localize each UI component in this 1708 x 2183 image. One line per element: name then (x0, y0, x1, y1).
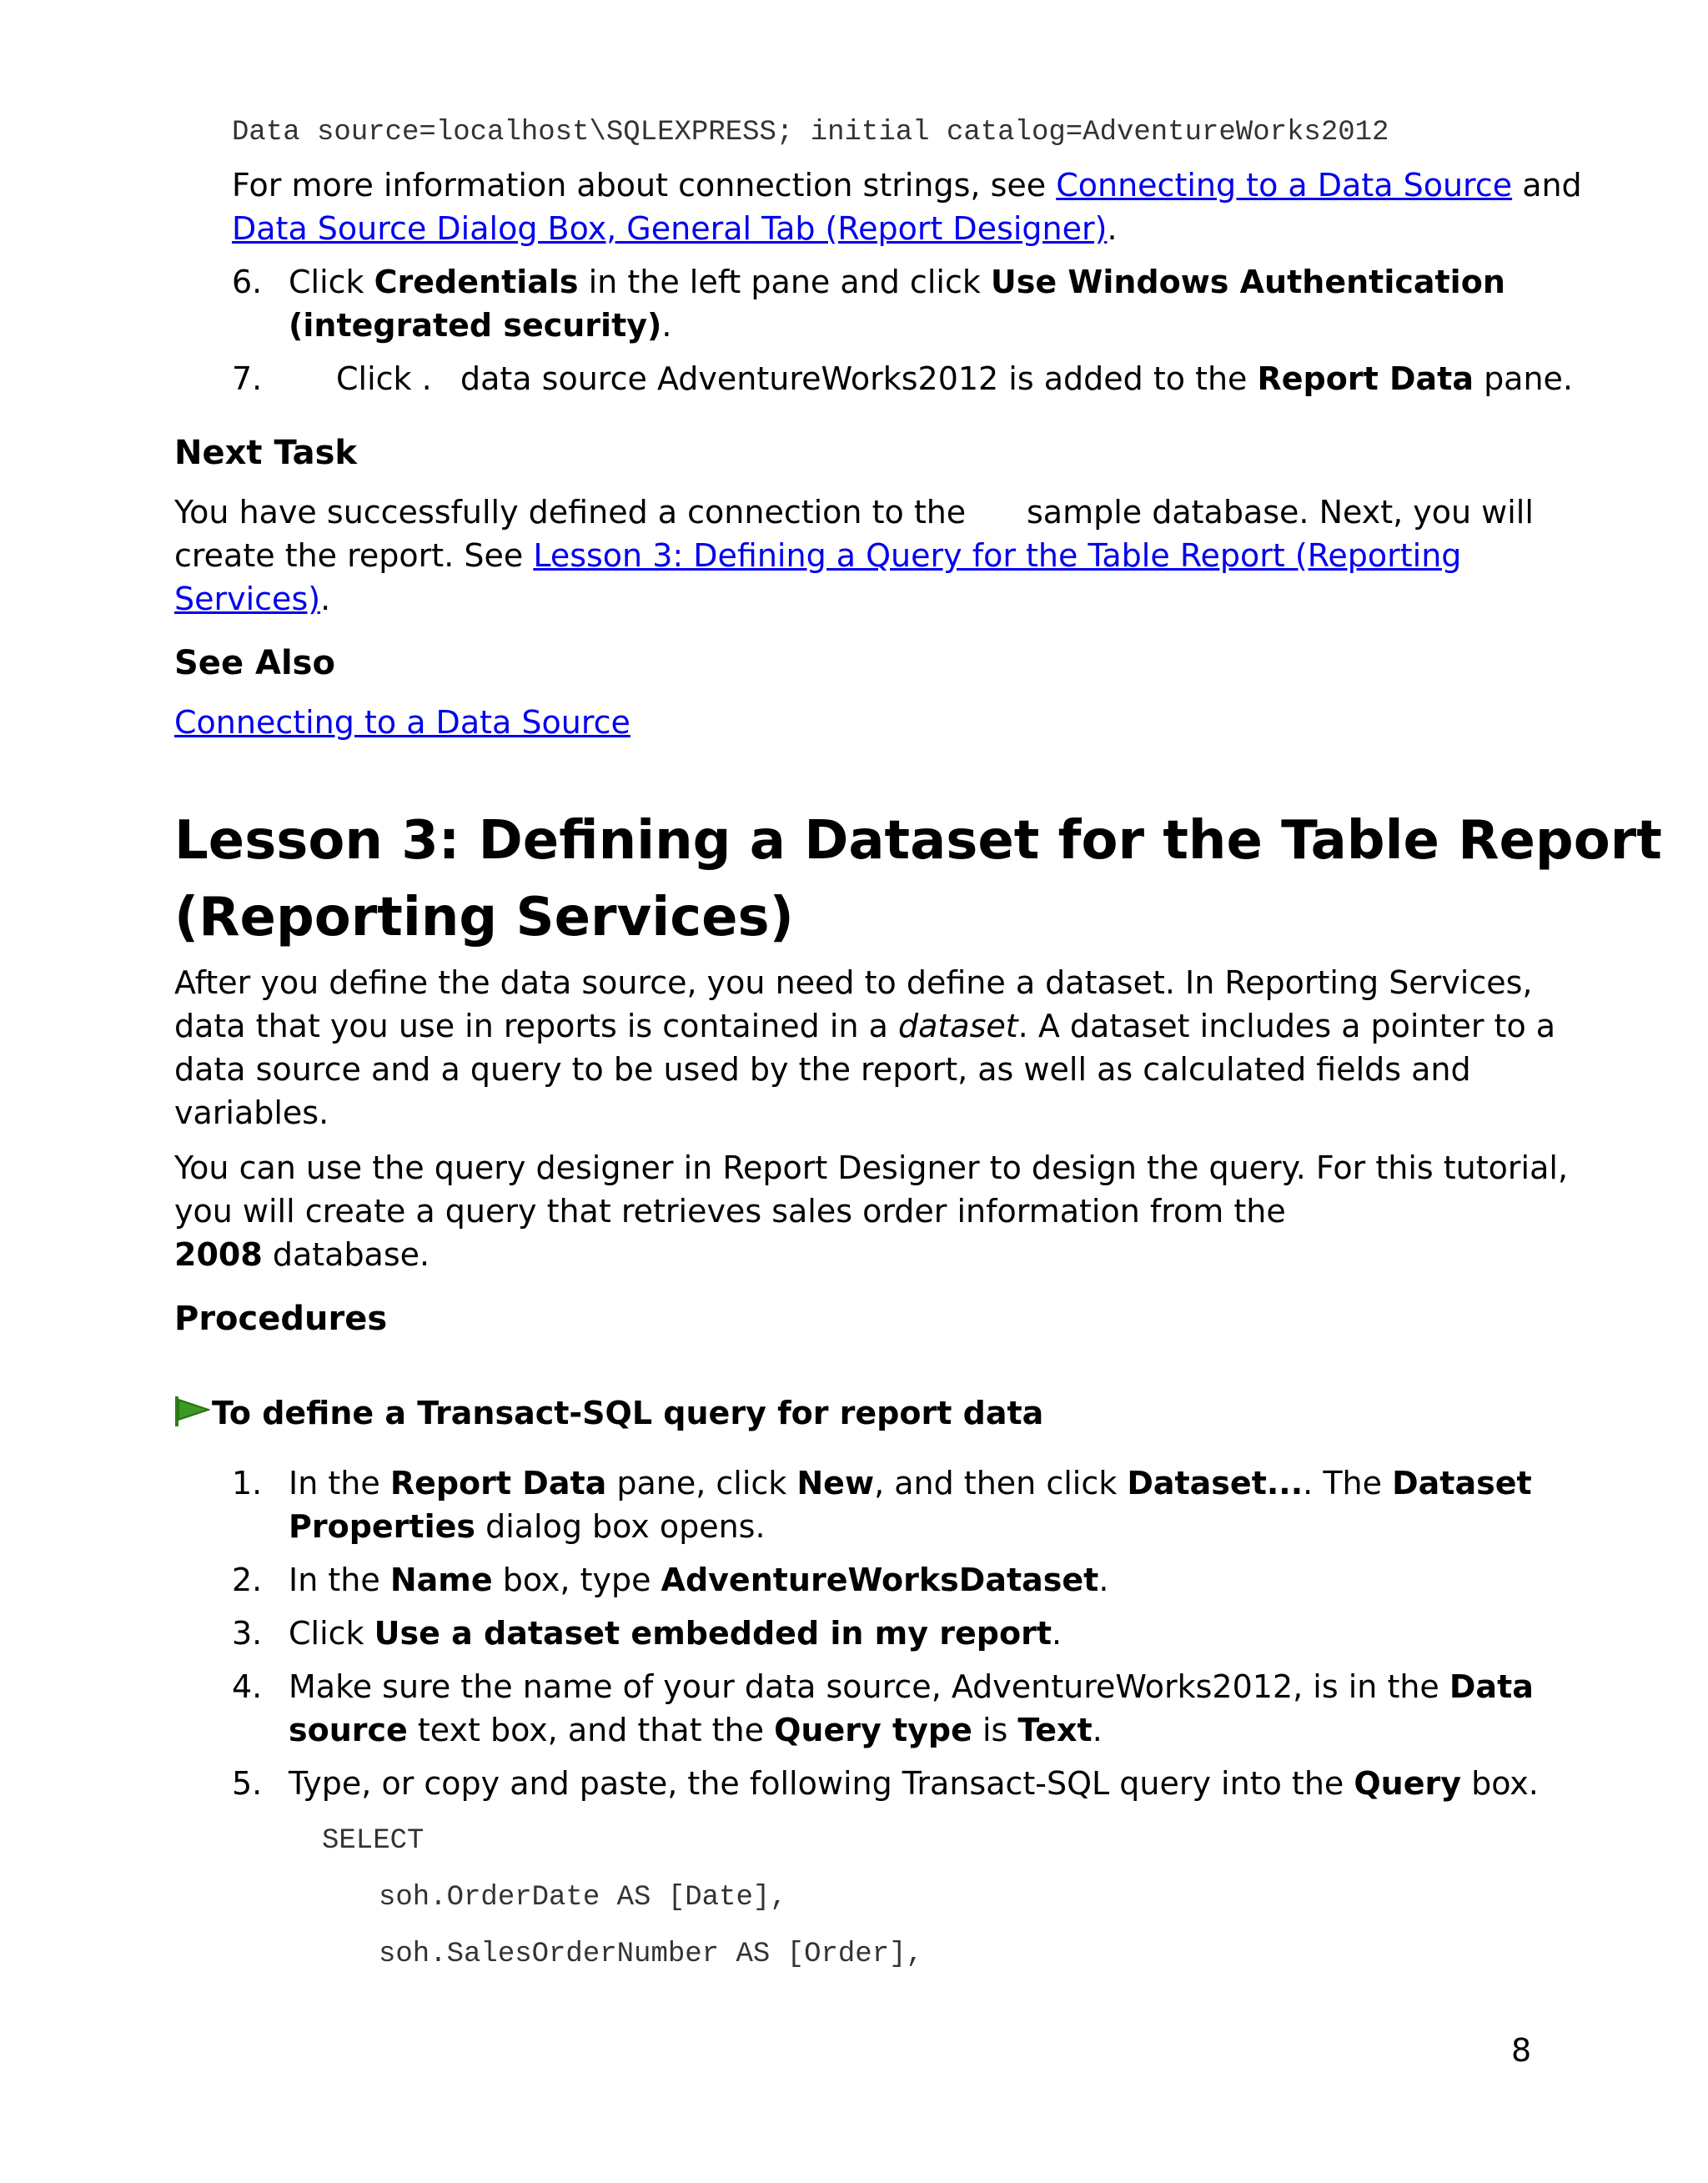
proc-step-4-cont (289, 1708, 1103, 1752)
proc-step-5 (232, 1762, 1539, 1805)
step-number: 7. (232, 360, 263, 397)
code-line-orderdate: soh.OrderDate AS [Date], (379, 1882, 787, 1914)
more-info-text: For more information about connection strings, see (232, 167, 1057, 204)
step-7-text (460, 357, 1573, 400)
step-bold: AdventureWorksDataset (661, 1562, 1099, 1598)
connection-info-line1 (232, 163, 1582, 207)
step-text: . (1052, 1615, 1062, 1652)
p1-line1: After you define the data source, you need to define a dataset. In Reporting Services, (174, 964, 1533, 1001)
step-7 (232, 357, 289, 400)
step-text: pane. (1473, 360, 1574, 397)
step-bold: (integrated security) (289, 307, 662, 344)
step-bold: Report Data (1257, 360, 1474, 397)
p2-line1: You can use the query designer in Report Designer to design the query. For this tutorial, (174, 1149, 1569, 1186)
step-text: , and then click (874, 1465, 1128, 1501)
step-text: In the (289, 1562, 390, 1598)
next-task-line2 (174, 534, 1461, 577)
p1-text: . A dataset includes a pointer to a (1017, 1008, 1556, 1044)
step-number: 5. (232, 1765, 263, 1802)
period: . (1107, 210, 1118, 247)
p1-line3: data source and a query to be used by the report, as well as calculated fields and (174, 1051, 1471, 1088)
step-number: 3. (232, 1615, 263, 1652)
step-text: . (1092, 1712, 1103, 1748)
step-text: data source AdventureWorks2012 is added to the (460, 360, 1258, 397)
link-data-source-dialog[interactable]: Data Source Dialog Box, General Tab (Report Designer) (232, 210, 1108, 247)
step-bold: Dataset... (1127, 1465, 1304, 1501)
link-lesson-3[interactable]: Lesson 3: Defining a Query for the Table Report (Reporting (533, 537, 1462, 574)
step-text: . The (1303, 1465, 1393, 1501)
step-bold: Query (1354, 1765, 1462, 1802)
step-text: Make sure the name of your data source, AdventureWorks2012, is in the (289, 1668, 1449, 1705)
p1-italic: dataset (897, 1008, 1018, 1044)
code-line-salesorder: soh.SalesOrderNumber AS [Order], (379, 1939, 923, 1970)
next-task-heading: Next Task (174, 434, 357, 472)
proc-step-1-cont (289, 1505, 766, 1548)
and-text: and (1512, 167, 1582, 204)
step-text: text box, and that the (407, 1712, 775, 1748)
step-number: 6. (232, 264, 263, 300)
procedures-heading: Procedures (174, 1300, 388, 1338)
step-bold: Text (1017, 1712, 1093, 1748)
step-number: 4. (232, 1668, 263, 1705)
p2-line3 (174, 1233, 430, 1276)
next-task-line1a: You have successfully defined a connection to the (174, 494, 967, 531)
lesson-title-line2: (Reporting Services) (174, 887, 794, 948)
proc-step-1 (232, 1461, 1532, 1505)
step-bold: Data (1449, 1668, 1534, 1705)
step-bold: Query type (774, 1712, 972, 1748)
green-flag-arrow-icon (173, 1395, 210, 1428)
p1-line2 (174, 1004, 1555, 1048)
page-number: 8 (1511, 2032, 1532, 2069)
step-text: box. (1461, 1765, 1539, 1802)
step-number: 1. (232, 1465, 263, 1501)
link-connecting-data-source[interactable]: Connecting to a Data Source (1056, 167, 1513, 204)
step-text: . (661, 307, 672, 344)
p2-bold: 2008 (174, 1236, 263, 1273)
step-bold: Use a dataset embedded in my report (374, 1615, 1052, 1652)
see-also-link-line (174, 701, 630, 744)
step-bold: Credentials (374, 264, 579, 300)
step-text: Click (289, 1615, 374, 1652)
p2-text: database. (262, 1236, 430, 1273)
step-7-click: Click . (336, 360, 432, 397)
step-text: in the left pane and click (578, 264, 991, 300)
period: . (320, 581, 331, 617)
see-also-heading: See Also (174, 644, 335, 682)
lesson-title-line1: Lesson 3: Defining a Dataset for the Table Report (174, 810, 1662, 872)
step-text: pane, click (606, 1465, 797, 1501)
step-bold: Use Windows Authentication (990, 264, 1505, 300)
proc-step-3 (232, 1612, 1062, 1655)
step-text: box, type (492, 1562, 661, 1598)
next-task-text: create the report. See (174, 537, 534, 574)
link-lesson-3-cont[interactable]: Services) (174, 581, 321, 617)
step-bold: Dataset (1392, 1465, 1532, 1501)
link-see-also-connecting[interactable]: Connecting to a Data Source (174, 704, 630, 741)
step-text: Click (289, 264, 374, 300)
step-text: dialog box opens. (475, 1508, 766, 1545)
step-text: . (1098, 1562, 1109, 1598)
step-bold: New (796, 1465, 875, 1501)
step-bold: source (289, 1712, 408, 1748)
step-bold: Report Data (389, 1465, 607, 1501)
step-bold: Name (389, 1562, 493, 1598)
connection-string: Data source=localhost\SQLEXPRESS; initial catalog=AdventureWorks2012 (232, 117, 1389, 148)
task-title: To define a Transact-SQL query for report data (212, 1395, 1044, 1431)
connection-info-line2 (232, 207, 1118, 250)
next-task-line3 (174, 577, 330, 621)
proc-step-4 (232, 1665, 1534, 1708)
step-text: is (972, 1712, 1018, 1748)
step-text: In the (289, 1465, 390, 1501)
proc-step-2 (232, 1558, 1108, 1602)
step-6 (232, 260, 1505, 304)
step-number: 2. (232, 1562, 263, 1598)
step-bold: Properties (289, 1508, 475, 1545)
p2-line2: you will create a query that retrieves sales order information from the (174, 1193, 1286, 1230)
step-6-cont (289, 304, 671, 347)
step-text: Type, or copy and paste, the following Transact-SQL query into the (289, 1765, 1354, 1802)
next-task-line1b: sample database. Next, you will (1027, 494, 1534, 531)
p1-text: data that you use in reports is contained in a (174, 1008, 898, 1044)
p1-line4: variables. (174, 1094, 329, 1131)
code-line-select: SELECT (322, 1825, 424, 1857)
